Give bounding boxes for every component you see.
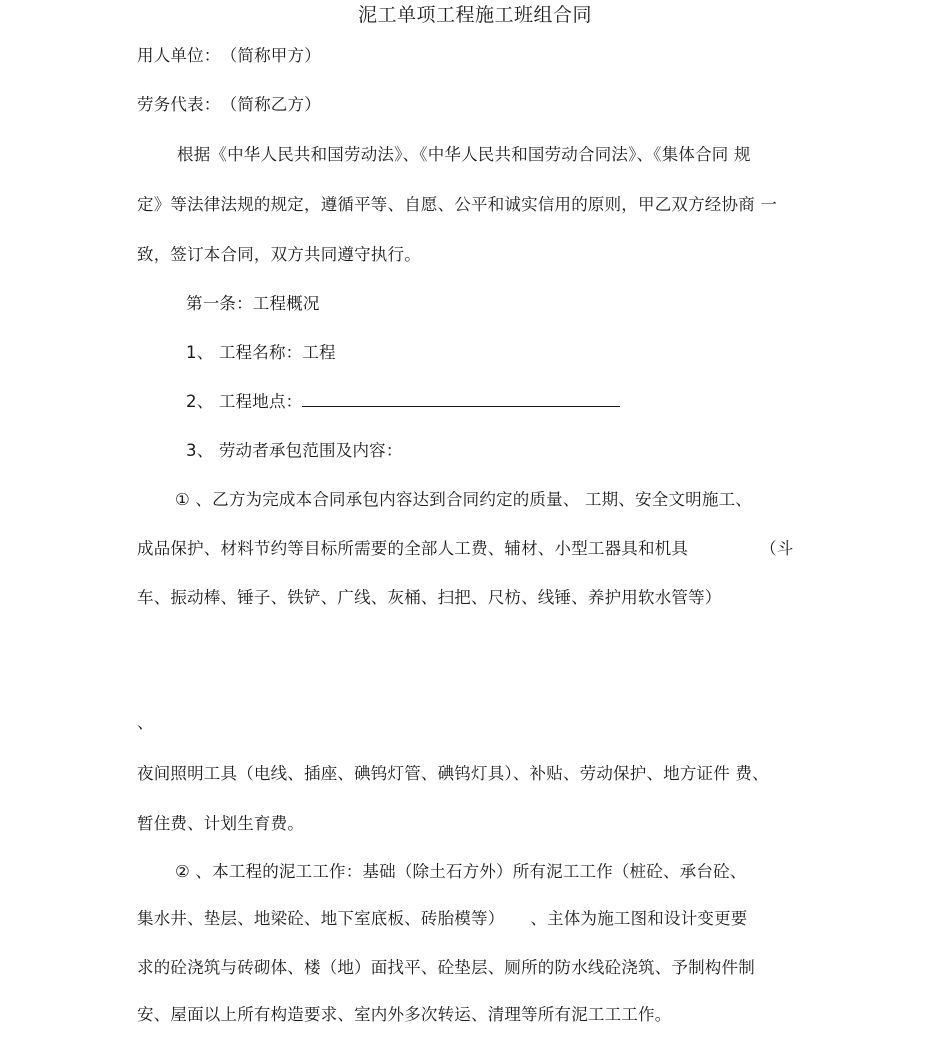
para1-line-2: [137, 538, 794, 560]
para2-line-3: 求的砼浇筑与砖砌体、楼（地）面找平、砼垫层、厕所的防水线砼浇筑、予制构件制: [137, 958, 755, 977]
para1-line-2-tail: （斗: [760, 539, 794, 558]
para2-line-4: 安、屋面以上所有构造要求、室内外多次转运、清理等所有泥工工工作。: [137, 1005, 672, 1024]
preamble-line-3: 致，签订本合同，双方共同遵守执行。: [137, 245, 421, 264]
para1-line-3: 车、振动棒、锤子、铁铲、广线、灰桶、扫把、尺枋、线锤、养护用软水管等）: [137, 588, 722, 607]
project-location-blank: [302, 391, 620, 407]
labor-rep-line: 劳务代表： （简称乙方）: [137, 95, 321, 114]
project-name-item: 1、 工程名称：工程: [186, 343, 336, 362]
para1-line-2-main: 成品保护、材料节约等目标所需要的全部人工费、辅材、小型工器具和机具: [137, 539, 689, 558]
project-location-label: 2、 工程地点：: [186, 392, 303, 411]
para2-line-2-tail: 、主体为施工图和设计变更要: [530, 909, 748, 928]
para1-line-1: ① 、乙方为完成本合同承包内容达到合同约定的质量、 工期、安全文明施工、: [175, 490, 752, 509]
para2-line-2-main: 集水井、垫层、地梁砼、地下室底板、砖胎模等）: [137, 909, 505, 928]
labor-scope-item: 3、 劳动者承包范围及内容：: [186, 441, 403, 460]
stray-punctuation: 、: [137, 713, 154, 732]
para2-line-1: ② 、本工程的泥工工作：基础（除土石方外）所有泥工工作（桩砼、承台砼、: [175, 862, 747, 881]
para1-line-4: 夜间照明工具（电线、插座、碘钨灯管、碘钨灯具）、补贴、劳动保护、地方证件 费、: [137, 764, 769, 783]
document-title: 泥工单项工程施工班组合同: [357, 4, 592, 26]
preamble-line-1: 根据《中华人民共和国劳动法》、《中华人民共和国劳动合同法》、《集体合同 规: [177, 145, 751, 164]
article1-heading: 第一条：工程概况: [186, 294, 320, 313]
para2-line-2: [137, 908, 748, 930]
preamble-line-2: 定》等法律法规的规定，遵循平等、自愿、公平和诚实信用的原则，甲乙双方经协商 一: [137, 195, 778, 214]
employer-line: 用人单位： （简称甲方）: [137, 46, 321, 65]
para1-line-5: 暂住费、计划生育费。: [137, 814, 304, 833]
project-location-item: [186, 391, 620, 413]
